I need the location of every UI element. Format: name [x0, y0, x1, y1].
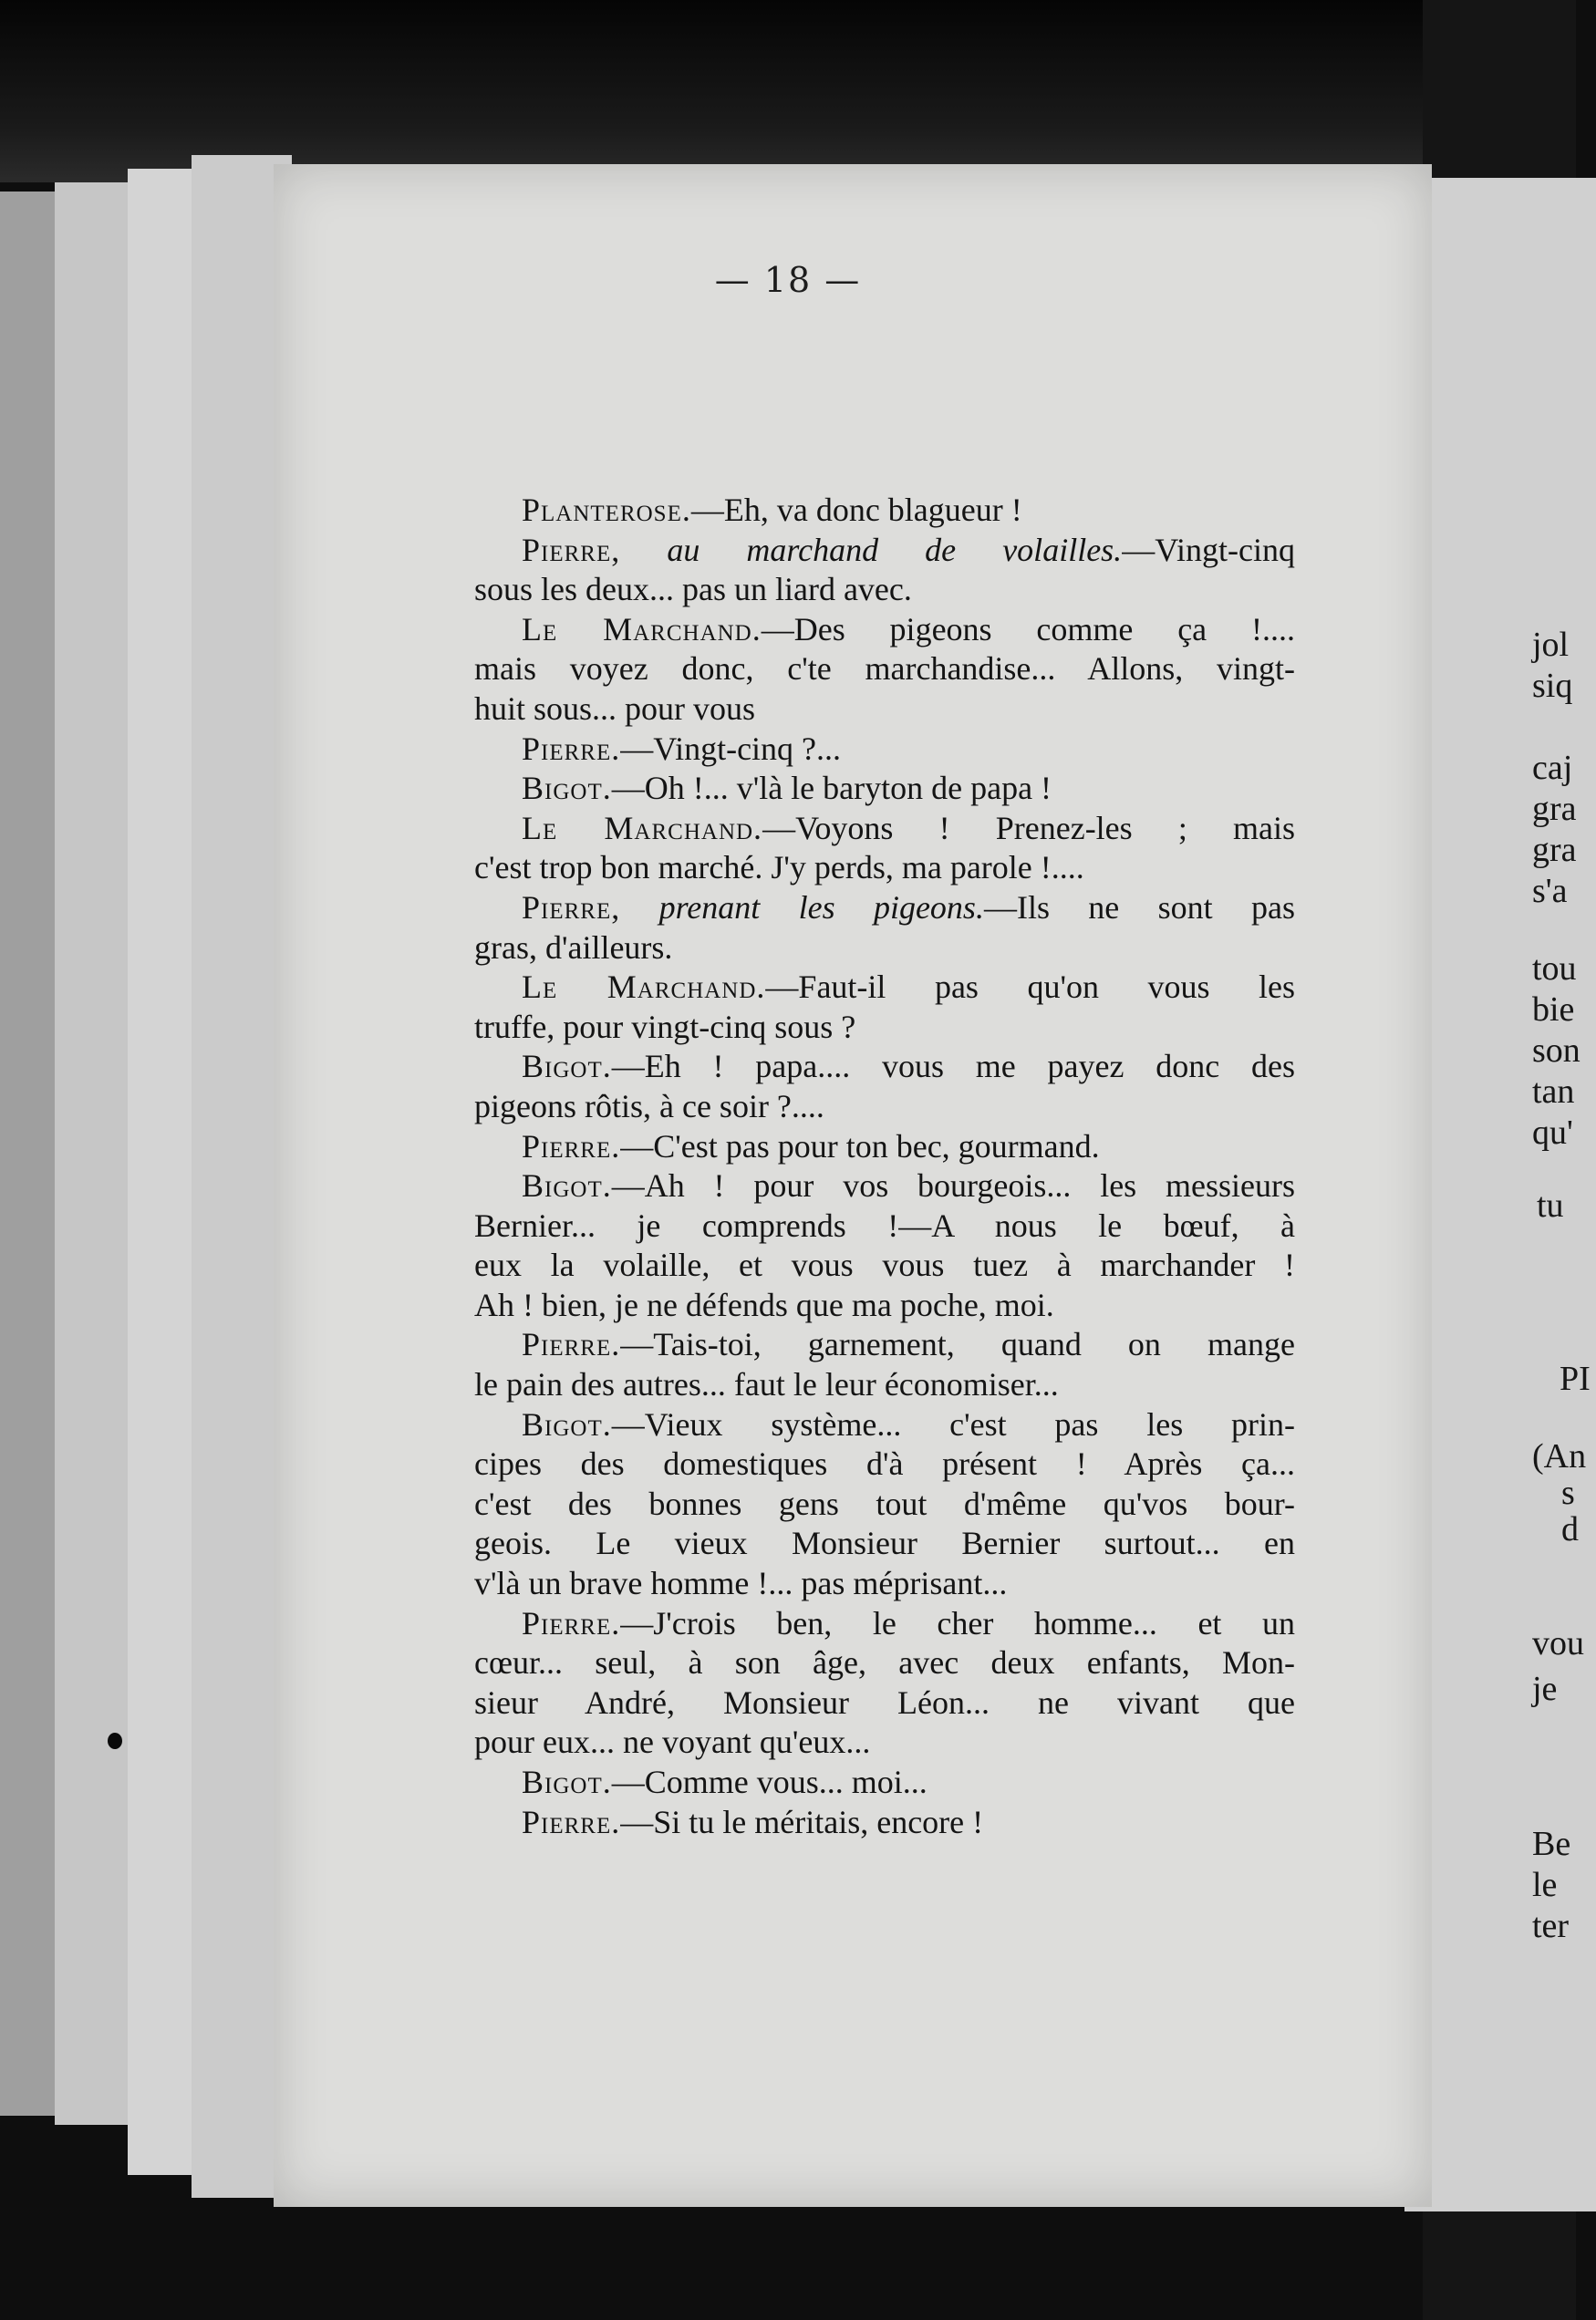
line-text: —Faut-il pas qu'on vous les — [765, 968, 1295, 1006]
line-text: sieur André, Monsieur Léon... ne vivant que — [474, 1683, 1295, 1721]
text-line — [474, 1087, 1295, 1127]
line-text: truffe, pour vingt-cinq sous ? — [474, 1008, 856, 1045]
text-line — [474, 610, 1295, 650]
text-line — [474, 1286, 1295, 1326]
text-line — [474, 1524, 1295, 1564]
speaker-name: Pierre. — [522, 1604, 621, 1642]
facing-page-fragment: caj — [1532, 749, 1573, 787]
line-text: —Eh ! papa.... vous me payez donc des — [611, 1048, 1295, 1085]
speaker-name: Le Marchand. — [522, 968, 766, 1006]
speaker-name: Planterose. — [522, 492, 691, 528]
text-line — [474, 809, 1295, 849]
text-line — [474, 1008, 1295, 1048]
speaker-name: Pierre. — [522, 1326, 621, 1363]
text-line — [474, 1643, 1295, 1683]
speaker-name: Pierre, — [522, 888, 621, 926]
line-text: —J'crois ben, le cher homme... et un — [620, 1604, 1295, 1642]
text-line — [474, 491, 1295, 531]
page-number: — 18 — — [714, 260, 862, 300]
facing-page-fragment: gra — [1532, 790, 1577, 828]
facing-page-fragment: jol — [1532, 626, 1570, 664]
text-line — [474, 649, 1295, 689]
facing-page-fragment: gra — [1532, 831, 1577, 869]
speaker-name: Pierre, — [522, 531, 621, 568]
text-line — [474, 928, 1295, 968]
text-line — [474, 1803, 1295, 1843]
line-text: —Oh !... v'là le baryton de papa ! — [611, 770, 1052, 807]
line-text: Bernier... je comprends !—A nous le bœuf, à — [474, 1207, 1295, 1244]
text-line — [474, 1047, 1295, 1087]
line-text: cipes des domestiques d'à présent ! Après ça... — [474, 1445, 1295, 1483]
facing-page-fragment: vou — [1532, 1624, 1584, 1662]
text-line — [474, 1405, 1295, 1445]
line-text: —Vingt-cinq — [1122, 531, 1295, 568]
line-text: —Ils ne sont pas — [983, 888, 1295, 926]
text-line — [474, 1485, 1295, 1525]
text-line — [474, 1604, 1295, 1644]
text-line — [474, 570, 1295, 610]
line-text: sous les deux... pas un liard avec. — [474, 571, 912, 608]
facing-page-fragment: tan — [1532, 1072, 1575, 1111]
facing-page-fragment: (An — [1532, 1437, 1587, 1476]
line-text: —Des pigeons comme ça !.... — [761, 610, 1295, 647]
text-line — [474, 689, 1295, 730]
facing-page-fragment: siq — [1532, 667, 1573, 705]
line-text: pigeons rôtis, à ce soir ?.... — [474, 1087, 824, 1124]
line-text: huit sous... pour vous — [474, 689, 756, 727]
text-line — [474, 1683, 1295, 1724]
text-line — [474, 1127, 1295, 1167]
page-text — [474, 491, 1295, 1842]
page-edge — [55, 182, 137, 2125]
facing-page-fragment: qu' — [1532, 1113, 1573, 1152]
line-text: v'là un brave homme !... pas méprisant... — [474, 1565, 1008, 1602]
speaker-name: Pierre. — [522, 1127, 621, 1165]
speaker-name: Le Marchand. — [522, 809, 763, 846]
line-text: —Si tu le méritais, encore ! — [620, 1803, 984, 1840]
facing-page-fragment: s — [1561, 1474, 1575, 1512]
text-line — [474, 1445, 1295, 1485]
text-line — [474, 730, 1295, 770]
line-text: cœur... seul, à son âge, avec deux enfants, Mon- — [474, 1644, 1295, 1682]
line-text: geois. Le vieux Monsieur Bernier surtout... en — [474, 1525, 1295, 1562]
line-text: pour eux... ne voyant qu'eux... — [474, 1724, 871, 1761]
facing-page-fragment: tu — [1537, 1186, 1564, 1225]
line-text: —Voyons ! Prenez-les ; mais — [762, 809, 1295, 846]
speaker-name: Pierre. — [522, 1803, 621, 1840]
line-text: Ah ! bien, je ne défends que ma poche, moi. — [474, 1286, 1054, 1323]
facing-page-fragment: s'a — [1532, 872, 1568, 910]
text-line — [474, 1763, 1295, 1803]
line-text: mais voyez donc, c'te marchandise... Allons, vingt- — [474, 650, 1295, 688]
speaker-name: Le Marchand. — [522, 610, 762, 647]
text-line — [474, 531, 1295, 571]
text-line — [474, 848, 1295, 888]
line-text: —Vingt-cinq ?... — [620, 730, 842, 767]
facing-page-fragment: PI — [1560, 1360, 1591, 1398]
line-text: c'est des bonnes gens tout d'même qu'vos bour- — [474, 1485, 1295, 1522]
speaker-name: Bigot. — [522, 1167, 612, 1205]
speaker-name: Bigot. — [522, 1764, 612, 1800]
text-line — [474, 1564, 1295, 1604]
text-line — [474, 769, 1295, 809]
text-line — [474, 1723, 1295, 1763]
speaker-name: Bigot. — [522, 1405, 612, 1443]
line-text: —Vieux système... c'est pas les prin- — [611, 1405, 1295, 1443]
facing-page-fragment: bie — [1532, 990, 1575, 1029]
line-text: eux la volaille, et vous vous tuez à marchander ! — [474, 1247, 1295, 1284]
line-text: c'est trop bon marché. J'y perds, ma parole !.... — [474, 849, 1084, 886]
text-line — [474, 1325, 1295, 1365]
facing-page-fragment: Be — [1532, 1825, 1571, 1863]
stage-direction: prenant les pigeons. — [620, 888, 984, 926]
speaker-name: Pierre. — [522, 730, 621, 767]
text-line — [474, 1166, 1295, 1207]
line-text: —Eh, va donc blagueur ! — [690, 492, 1022, 528]
ink-spot — [108, 1733, 122, 1749]
line-text: —C'est pas pour ton bec, gourmand. — [620, 1127, 1100, 1165]
facing-page-fragment: d — [1561, 1510, 1579, 1548]
line-text: —Comme vous... moi... — [611, 1764, 928, 1800]
facing-page-fragment: tou — [1532, 949, 1577, 988]
stage-direction: au marchand de volailles. — [620, 531, 1123, 568]
facing-page-fragment: le — [1532, 1866, 1558, 1904]
facing-page-fragment: ter — [1532, 1907, 1570, 1945]
line-text: —Tais-toi, garnement, quand on mange — [620, 1326, 1295, 1363]
text-line — [474, 888, 1295, 928]
line-text: le pain des autres... faut le leur économiser... — [474, 1366, 1059, 1403]
text-line — [474, 1365, 1295, 1405]
facing-page-fragment: son — [1532, 1031, 1580, 1070]
facing-page-fragment: je — [1532, 1670, 1558, 1708]
speaker-name: Bigot. — [522, 1048, 612, 1085]
text-line — [474, 1246, 1295, 1286]
text-line — [474, 1207, 1295, 1247]
line-text: gras, d'ailleurs. — [474, 928, 673, 966]
text-line — [474, 968, 1295, 1008]
line-text: —Ah ! pour vos bourgeois... les messieurs — [611, 1167, 1295, 1205]
speaker-name: Bigot. — [522, 770, 612, 807]
